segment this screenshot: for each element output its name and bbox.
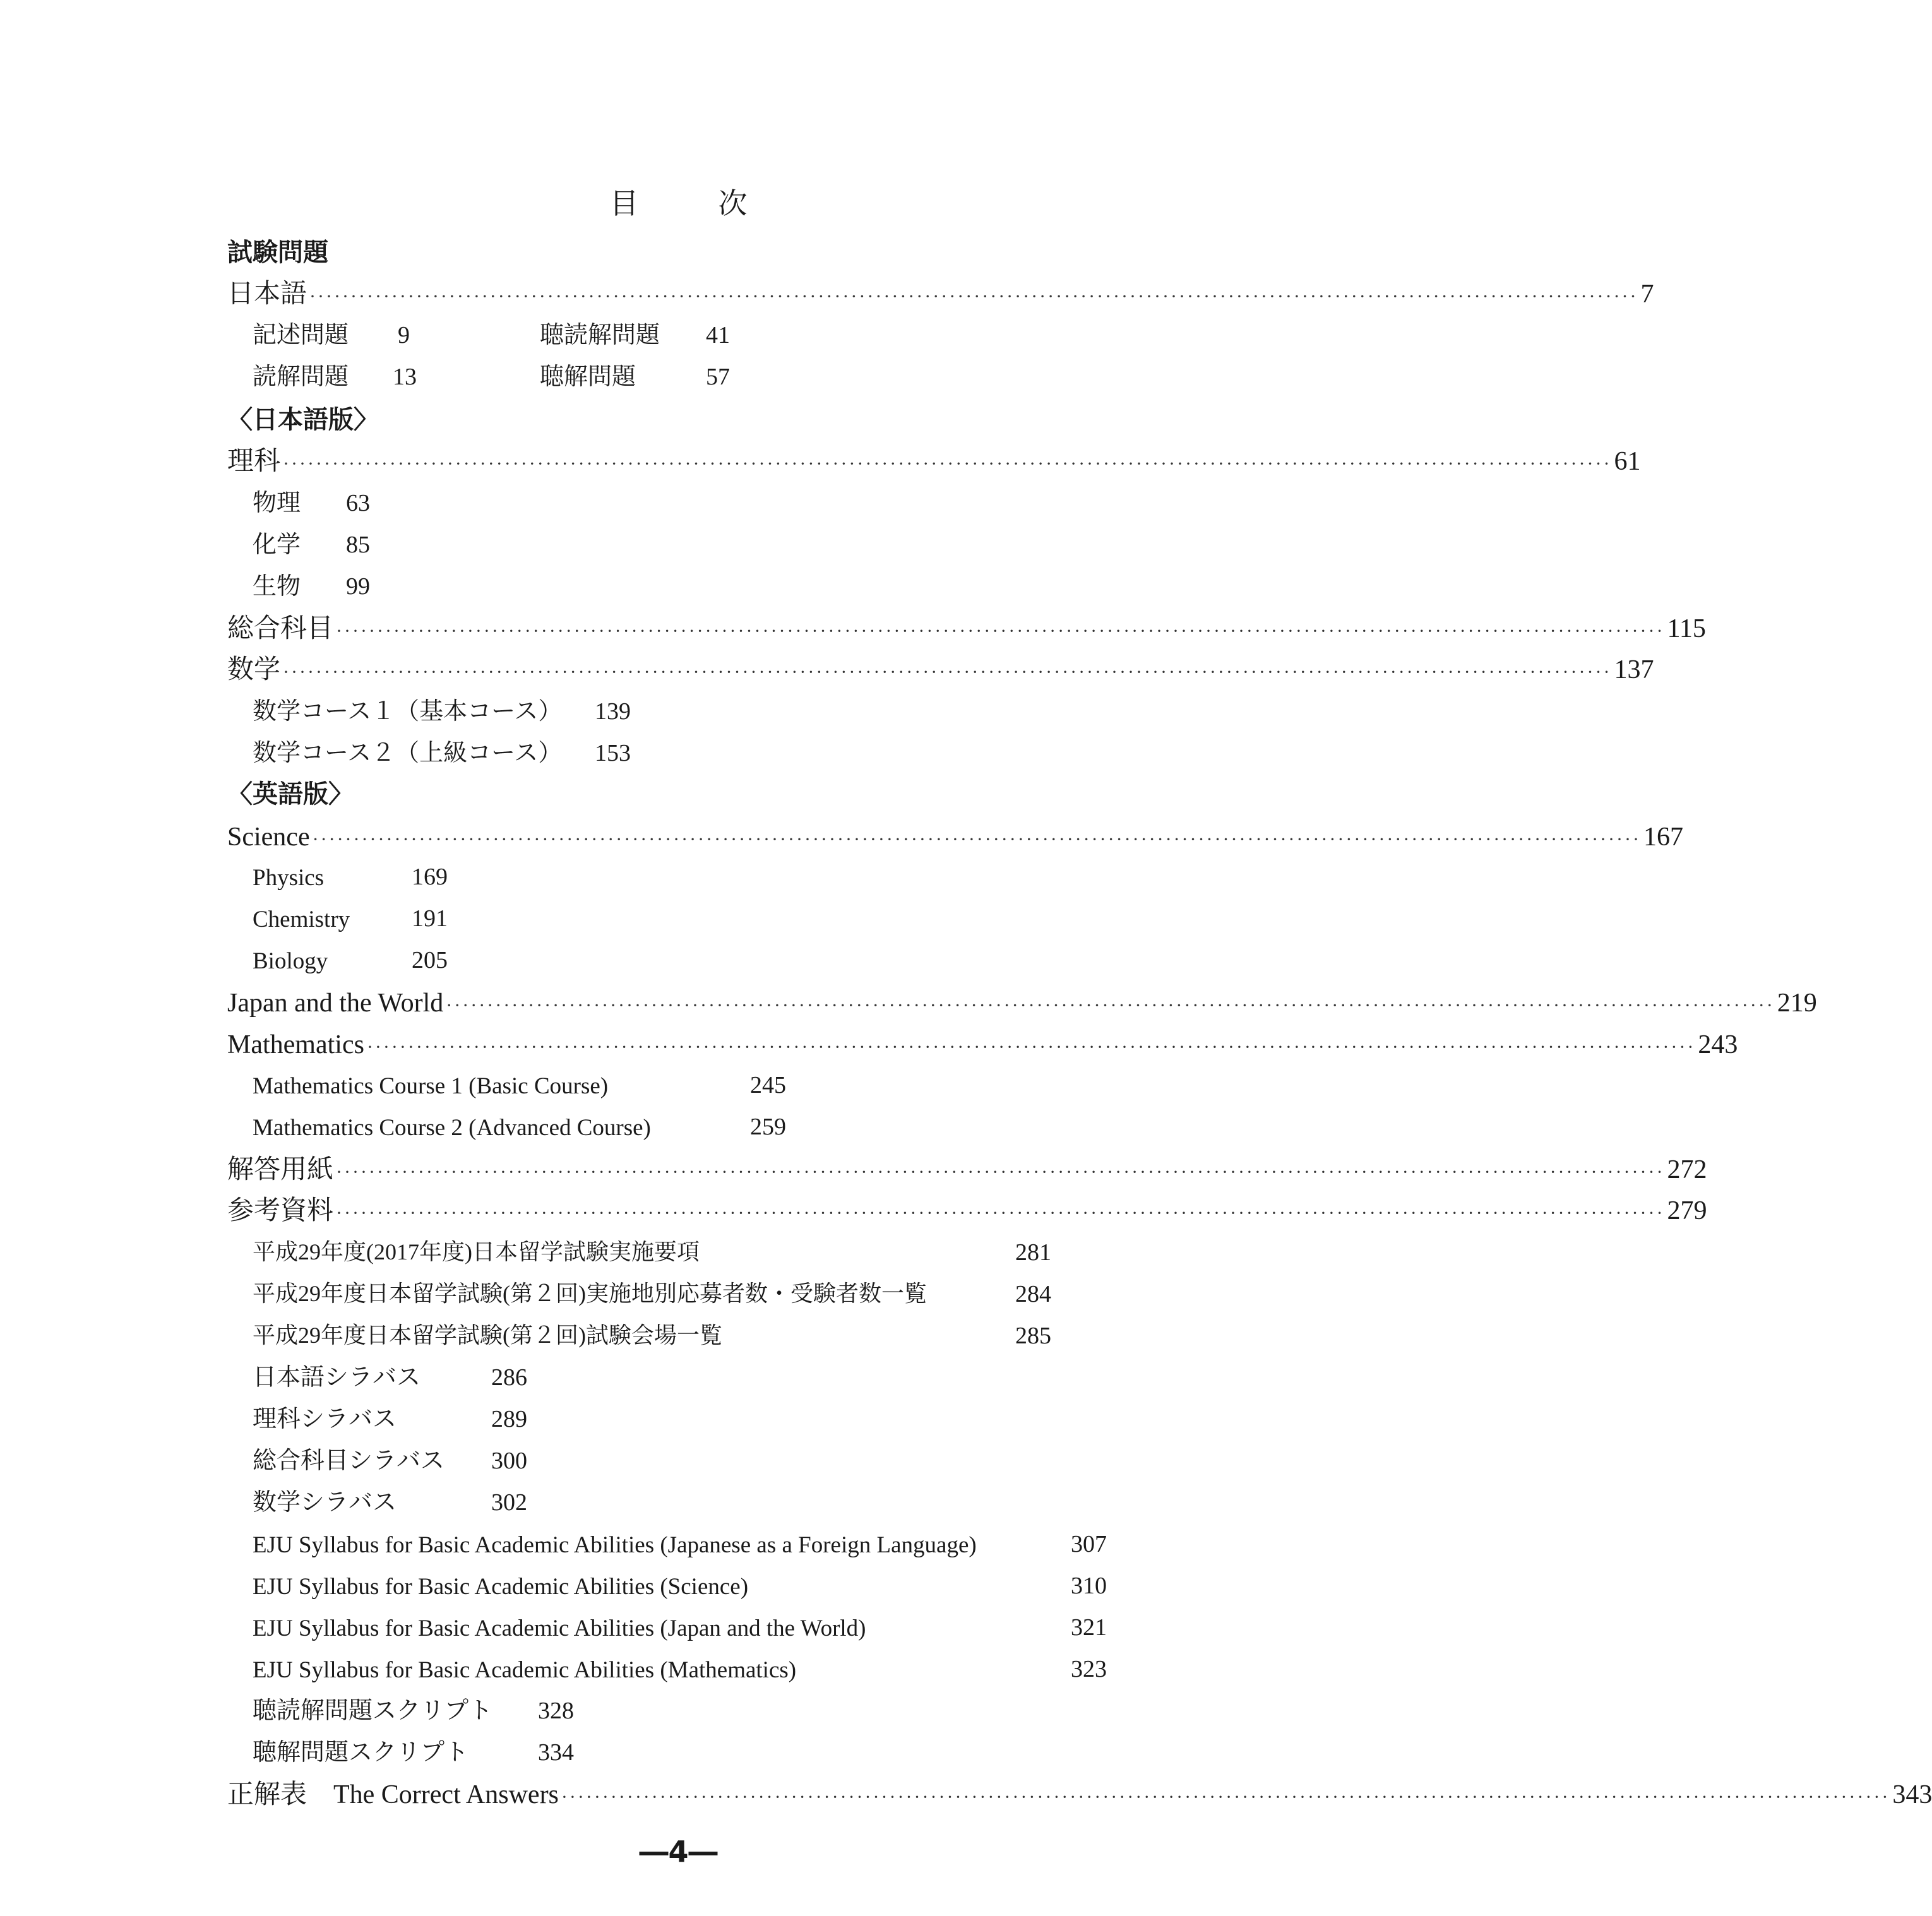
entry-label: 日本語 <box>227 280 307 309</box>
sub-label: 平成29年度(2017年度)日本留学試験実施要項 <box>253 1239 700 1264</box>
leader-dots: ·································································································································································· <box>336 1162 1665 1182</box>
toc-entry-answer-sheets[interactable] <box>227 1155 1707 1184</box>
toc-entry-science-en[interactable] <box>227 823 1684 852</box>
sub-page: 169 <box>412 864 448 890</box>
leader-dots: ·································································································································································· <box>446 995 1775 1016</box>
sub-page: 41 <box>706 322 730 348</box>
sub-label: EJU Syllabus for Basic Academic Abilities (Japanese as a Foreign Language) <box>253 1532 977 1558</box>
sub-label: 聴読解問題スクリプト <box>253 1698 493 1724</box>
sub-label: 物理 <box>253 490 301 516</box>
sub-label: 日本語シラバス <box>253 1364 421 1391</box>
sub-page: 307 <box>1071 1531 1107 1557</box>
entry-label: 解答用紙 <box>227 1155 334 1184</box>
sub-label: 数学コース２（上級コース） <box>253 740 563 766</box>
sub-page: 245 <box>750 1072 786 1098</box>
toc-entry-japanese[interactable] <box>227 280 1654 309</box>
sub-page: 300 <box>491 1448 527 1474</box>
entry-label: Mathematics <box>227 1030 364 1059</box>
sub-page: 63 <box>346 490 370 516</box>
toc-entry-math-ja[interactable] <box>227 655 1654 684</box>
toc-entry-mathematics-en[interactable] <box>227 1030 1738 1059</box>
entry-page: 243 <box>1698 1030 1738 1059</box>
sub-label: 記述問題 <box>253 322 349 348</box>
section-heading-english-version: 〈英語版〉 <box>227 780 354 809</box>
entry-page: 61 <box>1614 447 1641 476</box>
sub-page: 57 <box>706 364 730 390</box>
toc-entry-science-ja[interactable] <box>227 447 1641 476</box>
entry-page: 115 <box>1667 614 1706 643</box>
entry-page: 137 <box>1614 655 1654 684</box>
sub-page: 323 <box>1071 1656 1107 1682</box>
sub-label: 総合科目シラバス <box>253 1448 445 1474</box>
sub-label: 聴読解問題 <box>540 322 660 348</box>
toc-entry-japan-and-the-world[interactable] <box>227 989 1817 1018</box>
sub-page: 321 <box>1071 1614 1107 1641</box>
sub-label: 平成29年度日本留学試験(第２回)試験会場一覧 <box>253 1323 722 1348</box>
entry-page: 343 <box>1892 1780 1932 1809</box>
sub-label: EJU Syllabus for Basic Academic Abilities (Japan and the World) <box>253 1616 866 1641</box>
sub-page: 289 <box>491 1406 527 1432</box>
leader-dots: ·································································································································································· <box>366 1037 1696 1057</box>
sub-label: 理科シラバス <box>253 1406 397 1432</box>
entry-page: 7 <box>1640 280 1654 309</box>
sub-page: 302 <box>491 1489 527 1516</box>
sub-page: 9 <box>398 322 410 348</box>
sub-label: Biology <box>253 948 328 974</box>
sub-label: 化学 <box>253 532 301 558</box>
sub-label: Chemistry <box>253 907 350 932</box>
leader-dots: ·································································································································································· <box>309 286 1638 307</box>
entry-page: 272 <box>1667 1155 1707 1184</box>
sub-page: 328 <box>538 1698 574 1724</box>
sub-page: 139 <box>595 698 631 725</box>
sub-label: 生物 <box>253 573 301 600</box>
sub-page: 334 <box>538 1739 574 1766</box>
leader-dots: ·································································································································································· <box>312 829 1642 850</box>
leader-dots: ·································································································································································· <box>336 621 1665 641</box>
entry-page: 167 <box>1643 823 1684 852</box>
sub-label: 数学コース１（基本コース） <box>253 698 563 725</box>
leader-dots: ·································································································································································· <box>561 1787 1890 1807</box>
sub-page: 153 <box>595 740 631 766</box>
sub-label: EJU Syllabus for Basic Academic Abilities (Mathematics) <box>253 1657 797 1683</box>
entry-label: 理科 <box>227 447 281 476</box>
sub-page: 99 <box>346 573 370 600</box>
page-title: 目 次 <box>609 187 773 220</box>
sub-page: 13 <box>393 364 417 390</box>
leader-dots: ·································································································································································· <box>283 453 1612 474</box>
entry-label: Japan and the World <box>227 989 444 1018</box>
sub-label: EJU Syllabus for Basic Academic Abilities (Science) <box>253 1574 749 1600</box>
sub-page: 281 <box>1015 1239 1051 1266</box>
sub-label: 聴解問題スクリプト <box>253 1739 469 1766</box>
sub-label: Mathematics Course 1 (Basic Course) <box>253 1073 609 1099</box>
sub-page: 310 <box>1071 1573 1107 1599</box>
sub-label: Physics <box>253 865 325 891</box>
entry-label: Science <box>227 823 310 852</box>
sub-page: 191 <box>412 905 448 932</box>
sub-label: 聴解問題 <box>540 364 636 390</box>
section-heading-japanese-version: 〈日本語版〉 <box>227 405 379 434</box>
entry-label: 参考資料 <box>227 1196 334 1225</box>
sub-label: 数学シラバス <box>253 1489 397 1516</box>
leader-dots: ·································································································································································· <box>336 1203 1665 1223</box>
sub-label: 平成29年度日本留学試験(第２回)実施地別応募者数・受験者数一覧 <box>253 1281 927 1306</box>
section-heading-exam: 試験問題 <box>227 238 328 267</box>
sub-page: 259 <box>750 1114 786 1140</box>
entry-label: 正解表 The Correct Answers <box>227 1780 559 1809</box>
sub-page: 205 <box>412 947 448 973</box>
toc-entry-general-subjects[interactable] <box>227 614 1706 643</box>
sub-page: 284 <box>1015 1281 1051 1307</box>
sub-label: 読解問題 <box>253 364 349 390</box>
toc-entry-reference-materials[interactable] <box>227 1196 1707 1225</box>
entry-label: 数学 <box>227 655 281 684</box>
entry-page: 219 <box>1777 989 1817 1018</box>
sub-page: 286 <box>491 1364 527 1391</box>
page-number: ―4― <box>639 1835 718 1869</box>
entry-label: 総合科目 <box>227 614 334 643</box>
leader-dots: ·································································································································································· <box>283 662 1612 682</box>
toc-entry-correct-answers[interactable] <box>227 1780 1932 1809</box>
sub-label: Mathematics Course 2 (Advanced Course) <box>253 1115 651 1141</box>
entry-page: 279 <box>1667 1196 1707 1225</box>
sub-page: 285 <box>1015 1323 1051 1349</box>
sub-page: 85 <box>346 532 370 558</box>
